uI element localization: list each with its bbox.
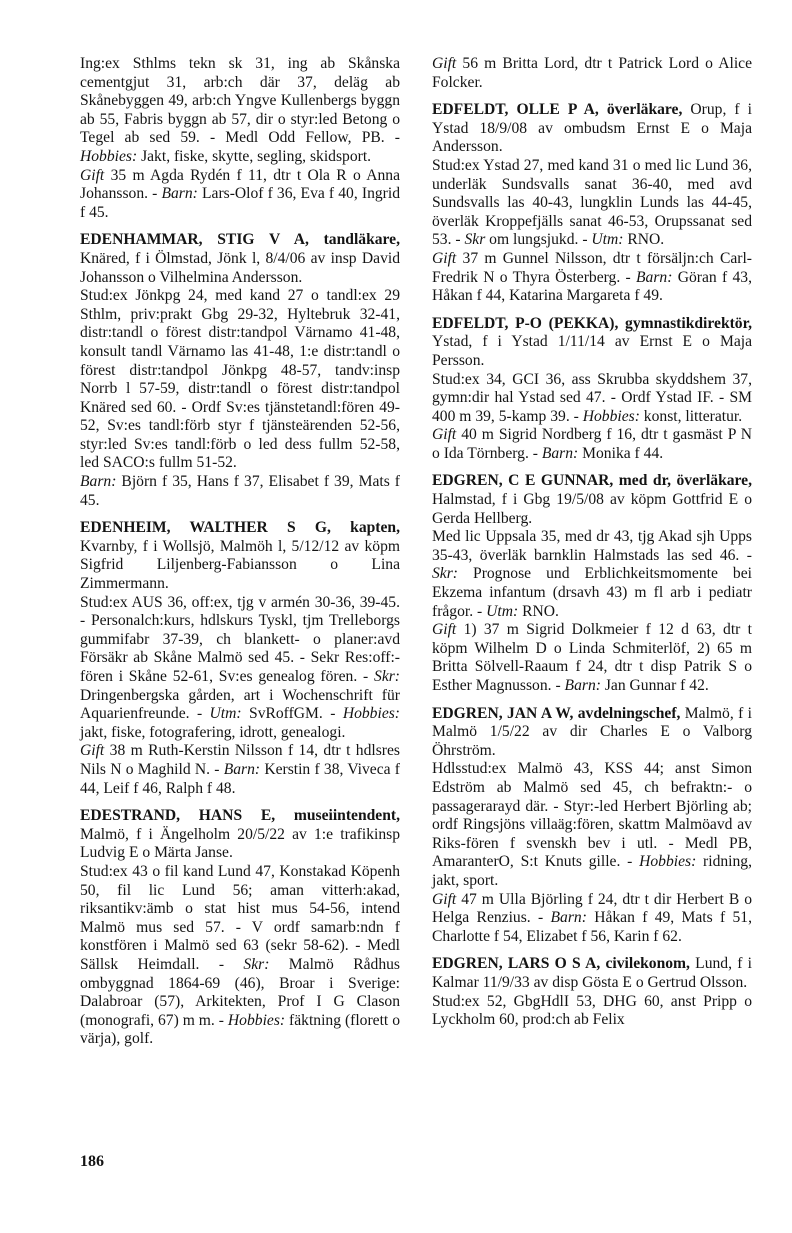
entry-header-paragraph — [432, 955, 752, 992]
biography-entry — [432, 705, 752, 947]
entry-header-paragraph — [80, 807, 400, 863]
entry-text: Jakt, fiske, skytte, segling, skidsport. — [137, 147, 372, 165]
entry-text: Monika f 44. — [578, 444, 664, 462]
biography-entry — [80, 807, 400, 1049]
italic-label: Barn: — [636, 268, 673, 286]
entry-text: Stud:ex 43 o fil kand Lund 47, Konstakad Köpenh 50, fil lic Lund 56; aman vitterh:akad, riksantikv:ämb o stat hist mus 54-56, intend Malmö mus sed 57. - V ordf samarb:ndn f konstfören i Malmö sed 63 (sekr 58-62). - Medl Sällsk Heimdall. - — [80, 862, 400, 973]
biography-entry — [432, 101, 752, 306]
biography-entry — [432, 955, 752, 1029]
entry-text: Göran f 43, Håkan f 44, Katarina Margareta f 49. — [432, 268, 752, 305]
entry-text: Knäred, f i Ölmstad, Jönk l, 8/4/06 av insp David Johansson o Vilhelmina Andersson. — [80, 249, 400, 286]
entry-paragraph — [432, 157, 752, 250]
biography-entry — [80, 231, 400, 510]
entry-name-title: EDGREN, C E GUNNAR, med dr, överläkare, — [432, 472, 752, 490]
italic-label: Hobbies: — [582, 407, 640, 425]
entry-text: Lars-Olof f 36, Eva f 40, Ingrid f 45. — [80, 185, 400, 221]
entry-name-title: EDGREN, JAN A W, avdelningschef, — [432, 704, 681, 722]
entry-name-title: EDFELDT, OLLE P A, överläkare, — [432, 101, 683, 119]
entry-text: Malmö Rådhus ombyggnad 1864-69 (46), Broar i Sverige: Dalabroar (57), Arkitekten, Prof I G Clason (monografi, 67) m m. - — [80, 955, 400, 1029]
biography-entry — [432, 315, 752, 464]
entry-header-paragraph — [80, 231, 400, 287]
entry-name-title: EDENHAMMAR, STIG V A, tandläkare, — [80, 231, 400, 249]
entry-text: Håkan f 49, Mats f 51, Charlotte f 54, Elizabet f 56, Karin f 62. — [432, 909, 752, 945]
italic-label: Hobbies: — [639, 853, 697, 871]
entry-text: Kerstin f 38, Viveca f 44, Leif f 46, Ralph f 48. — [80, 760, 400, 797]
italic-label: Barn: — [161, 185, 198, 203]
entry-paragraph — [432, 371, 752, 427]
entry-text: Stud:ex Ystad 27, med kand 31 o med lic Lund 36, underläk Sundsvalls sanat 36-40, med avd Sundsvalls las 40-43, lungklin Lunds las 44-45, överläk Kroppefjälls sanat 46-53, Orupssanat sed 53. - — [432, 156, 752, 249]
entry-text: Stud:ex Jönkpg 24, med kand 27 o tandl:ex 29 Sthlm, priv:prakt Gbg 29-32, Hyltebruk 32-41, distr:tandl o förest distr:tandpol Värnamo 41-48, konsult tandl Värnamo las 41-48, 1:e distr:tandl o förest distr:tandpol Jönkpg 48-57, tandv:insp Norrb l 57-59, distr:tandl o förest distr:tandpol Knäred sed 60. - Ordf Sv:es tjänstetandl:fören 49-52, Sv:es tandl:förb styr f tjänsteärenden 52-56, styr:led Sv:es tandl:förb o led dess fullm 52-58, led SACO:s fullm 51-52. — [80, 287, 400, 472]
entry-text: 40 m Sigrid Nordberg f 16, dtr t gasmäst P N o Ida Törnberg. - — [432, 426, 752, 462]
entry-header-paragraph — [80, 519, 400, 593]
entry-text: Ing:ex Sthlms tekn sk 31, ing ab Skånska cementgjut 31, arb:ch där 37, deläg ab Skånebyggen 49, arb:ch Yngve Kullenbergs byggn ab 55, Fabris byggn ab 57, dir o styr:led Betong o Tegel ab sed 59. - Medl Odd Fellow, PB. - — [80, 55, 400, 147]
entry-text: 37 m Gunnel Nilsson, dtr t försäljn:ch Carl-Fredrik N o Thyra Österberg. - — [432, 249, 752, 286]
entry-text: jakt, fiske, fotografering, idrott, genealogi. — [80, 723, 346, 741]
entry-name-title: EDESTRAND, HANS E, museiintendent, — [80, 807, 400, 825]
italic-label: Hobbies: — [80, 147, 138, 165]
italic-label: Barn: — [541, 444, 579, 462]
entry-text: konst, litteratur. — [639, 407, 743, 425]
entry-header-paragraph — [80, 55, 400, 167]
entry-paragraph — [432, 760, 752, 890]
entry-paragraph — [80, 863, 400, 1049]
italic-label: Gift — [432, 249, 457, 267]
italic-label: Gift — [80, 742, 105, 760]
italic-label: Skr — [464, 231, 486, 249]
entry-paragraph — [80, 473, 400, 510]
entry-name-title: EDFELDT, P-O (PEKKA), gymnastikdirektör, — [432, 314, 752, 332]
entry-header-paragraph — [432, 472, 752, 528]
italic-label: Hobbies: — [227, 1011, 286, 1029]
entry-text: Hdlsstud:ex Malmö 43, KSS 44; anst Simon Edström ab Malmö sed 45, ch befraktn:- o passagerarayd där. - Styr:-led Herbert Björling ab; ordf Ringsjöns villaäg:fören, skattm Malmöavd av Riks-fören f svenskh bev i utl. - Medl PB, AmaranterO, S:t Knuts gille. - — [432, 760, 752, 871]
entry-text: Stud:ex AUS 36, off:ex, tjg v armén 30-36, 39-45. - Personalch:kurs, hdlskurs Tyskl, tjm Trelleborgs gummifabr 37-39, ch blankett- o planer:avd Försäkr ab Skåne Malmö sed 45. - Sekr Res:off:-fören i Skåne 52-61, Sv:es genealog fören. - — [80, 593, 400, 685]
entry-text: RNO. — [518, 602, 559, 620]
entry-text: Björn f 35, Hans f 37, Elisabet f 39, Mats f 45. — [80, 473, 400, 509]
entry-text: ridning, jakt, sport. — [432, 853, 752, 889]
entry-text: SvRoffGM. - — [241, 705, 343, 723]
entry-paragraph — [432, 426, 752, 463]
biography-entry — [432, 55, 752, 92]
italic-label: Skr: — [243, 955, 270, 973]
entry-paragraph — [432, 621, 752, 695]
italic-label: Gift — [80, 166, 105, 184]
entry-text: Ystad, f i Ystad 1/11/14 av Ernst E o Maja Persson. — [432, 333, 752, 369]
entry-text: 56 m Britta Lord, dtr t Patrick Lord o Alice Folcker. — [432, 55, 752, 91]
entry-paragraph — [432, 250, 752, 306]
italic-label: Skr: — [374, 668, 400, 685]
entry-text: RNO. — [623, 231, 665, 249]
entry-text: Med lic Uppsala 35, med dr 43, tjg Akad sjh Upps 35-43, överläk barnklin Halmstads las sed 46. - — [432, 528, 752, 564]
entry-text: Stud:ex 52, GbgHdlI 53, DHG 60, anst Pripp o Lyckholm 60, prod:ch ab Felix — [432, 992, 752, 1029]
italic-label: Gift — [432, 890, 457, 908]
italic-label: Barn: — [550, 909, 587, 927]
entry-paragraph — [80, 742, 400, 798]
entry-name-title: EDGREN, LARS O S A, civilekonom, — [432, 955, 690, 973]
biography-entry — [432, 472, 752, 695]
entry-paragraph — [80, 287, 400, 473]
italic-label: Gift — [432, 55, 457, 72]
italic-label: Utm: — [591, 231, 624, 249]
italic-label: Barn: — [564, 677, 601, 694]
italic-label: Utm: — [486, 602, 519, 620]
entry-text: 38 m Ruth-Kerstin Nilsson f 14, dtr t hdlsres Nils N o Maghild N. - — [80, 742, 400, 778]
italic-label: Barn: — [80, 473, 117, 491]
italic-label: Skr: — [432, 565, 458, 583]
right-column — [432, 55, 752, 1039]
entry-text: 1) 37 m Sigrid Dolkmeier f 12 d 63, dtr t köpm Wilhelm D o Linda Schmiterlöf, 2) 65 m Britta Sölvell-Raaum f 24, dtr t disp Patrik S o Esther Magnusson. - — [432, 621, 752, 694]
biography-entry — [80, 55, 400, 222]
entry-text: 47 m Ulla Björling f 24, dtr t dir Herbert B o Helga Renzius. - — [432, 890, 752, 927]
entry-text: Orup, f i Ystad 18/9/08 av ombudsm Ernst E o Maja Andersson. — [432, 101, 752, 156]
left-column — [80, 55, 400, 1058]
entry-text: Halmstad, f i Gbg 19/5/08 av köpm Gottfrid E o Gerda Hellberg. — [432, 491, 752, 527]
italic-label: Utm: — [209, 705, 242, 723]
entry-text: Kvarnby, f i Wollsjö, Malmöh l, 5/12/12 av köpm Sigfrid Liljenberg-Fabiansson o Lina Zimmermann. — [80, 537, 400, 593]
entry-paragraph — [432, 993, 752, 1030]
entry-name-title: EDENHEIM, WALTHER S G, kapten, — [80, 519, 400, 537]
entry-header-paragraph — [432, 315, 752, 371]
italic-label: Hobbies: — [342, 705, 400, 723]
entry-text: Jan Gunnar f 42. — [600, 677, 709, 694]
entry-paragraph — [80, 594, 400, 743]
biography-entry — [80, 519, 400, 798]
entry-text: Prognose und Erblichkeitsmomente bei Ekzema infantum (drsavh 43) m fl arb i pediatr frågor. - — [432, 565, 752, 620]
entry-text: Lund, f i Kalmar 11/9/33 av disp Gösta E o Gertrud Olsson. — [432, 955, 752, 991]
italic-label: Gift — [432, 621, 457, 639]
entry-paragraph — [432, 528, 752, 621]
entry-paragraph — [432, 891, 752, 947]
entry-text: om lungsjukd. - — [485, 231, 592, 249]
entry-header-paragraph — [432, 101, 752, 157]
page-number: 186 — [80, 1153, 104, 1170]
entry-text: Stud:ex 34, GCI 36, ass Skrubba skyddshem 37, gymn:dir hal Ystad sed 47. - Ordf Ystad IF. - SM 400 m 39, 5-kamp 39. - — [432, 370, 752, 425]
entry-header-paragraph — [432, 55, 752, 92]
entry-text: 35 m Agda Rydén f 11, dtr t Ola R o Anna Johansson. - — [80, 166, 400, 203]
entry-text: Malmö, f i Ängelholm 20/5/22 av 1:e trafikinsp Ludvig E o Märta Janse. — [80, 825, 400, 862]
entry-header-paragraph — [432, 705, 752, 761]
entry-paragraph — [80, 167, 400, 223]
italic-label: Gift — [432, 426, 457, 444]
entry-text: Dringenbergska gården, art i Wochenschrift für Aquarienfreunde. - — [80, 686, 400, 723]
italic-label: Barn: — [223, 760, 261, 778]
entry-text: Malmö, f i Malmö 1/5/22 av dir Charles E o Valborg Öhrström. — [432, 704, 753, 759]
entry-text: fäktning (florett o värja), golf. — [80, 1011, 400, 1048]
